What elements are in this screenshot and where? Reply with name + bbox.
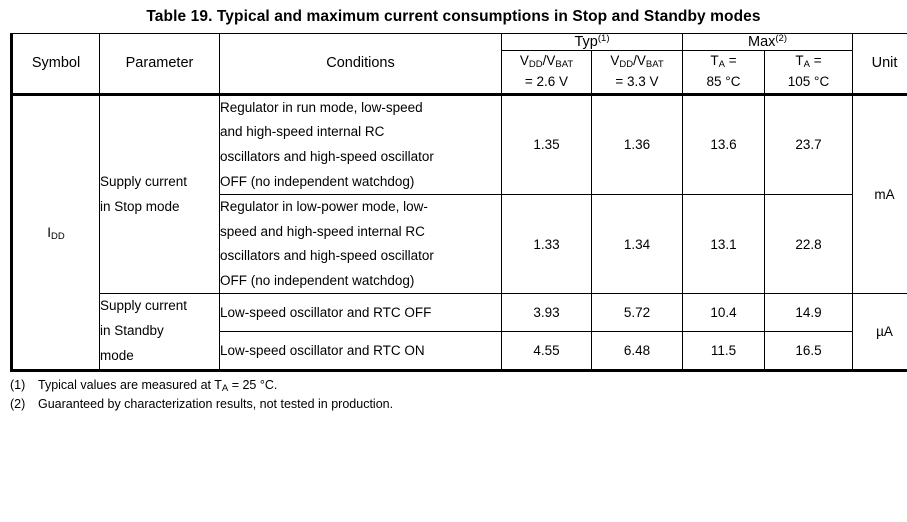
value-max-85: 10.4 <box>683 294 765 332</box>
value-typ-33: 5.72 <box>592 294 683 332</box>
conditions-rtc-off: Low-speed oscillator and RTC OFF <box>220 294 502 332</box>
header-conditions: Conditions <box>220 34 502 95</box>
header-max-85-line1: $T_A$ = <box>683 51 765 72</box>
value-max-85: 13.6 <box>683 94 765 194</box>
table-row <box>12 294 907 332</box>
value-typ-33: 6.48 <box>592 332 683 371</box>
header-typ-26-line2: = 2.6 V <box>502 72 592 94</box>
table-row <box>12 94 907 194</box>
value-max-85: 13.1 <box>683 195 765 294</box>
header-unit: Unit <box>853 34 907 95</box>
parameter-standby-mode: Supply current in Standby mode <box>100 294 220 371</box>
table-header-row-groups <box>12 34 907 51</box>
value-max-105: 16.5 <box>765 332 853 371</box>
header-symbol: Symbol <box>12 34 100 95</box>
header-typ-33-line2: = 3.3 V <box>592 72 683 94</box>
footnote-1 <box>10 376 907 395</box>
footnotes <box>10 376 907 414</box>
value-typ-26: 1.33 <box>502 195 592 294</box>
value-typ-33: 1.34 <box>592 195 683 294</box>
header-typ-group: Typ$^{(1)}$ <box>502 34 683 51</box>
value-typ-33: 1.36 <box>592 94 683 194</box>
footnote-2 <box>10 395 907 414</box>
spec-table <box>10 33 907 372</box>
header-max-group: Max$^{(2)}$ <box>683 34 853 51</box>
footnote-2-text-a: Guaranteed by characterization results, not tested in production. <box>38 397 394 411</box>
footnote-1-text-b: = 25 °C. <box>228 378 278 393</box>
header-max-105-line1: $T_A$ = <box>765 51 853 72</box>
conditions-rtc-on: Low-speed oscillator and RTC ON <box>220 332 502 371</box>
header-typ-26-line1: $V_{DD}/V_{BAT}$ <box>502 51 592 72</box>
conditions-run-mode: Regulator in run mode, low-speed and high-speed internal RC oscillators and high-speed oscillator OFF (no independent watchdog) <box>220 94 502 194</box>
parameter-stop-mode: Supply current in Stop mode <box>100 94 220 294</box>
page-title: Table 19. Typical and maximum current consumptions in Stop and Standby modes <box>146 8 761 25</box>
header-max-105-line2: 105 °C <box>765 72 853 94</box>
footnote-1-number: (1) <box>10 378 26 393</box>
value-typ-26: 3.93 <box>502 294 592 332</box>
footnote-ref-2: (2) <box>775 33 788 44</box>
value-max-105: 23.7 <box>765 94 853 194</box>
value-typ-26: 4.55 <box>502 332 592 371</box>
footnote-2-number: (2) <box>10 397 26 411</box>
value-max-85: 11.5 <box>683 332 765 371</box>
footnote-ref-1: (1) <box>597 33 610 44</box>
unit-ua: µA <box>853 294 907 371</box>
header-max-85-line2: 85 °C <box>683 72 765 94</box>
value-typ-26: 1.35 <box>502 94 592 194</box>
footnote-1-text-a: Typical values are measured at T <box>38 378 222 393</box>
header-parameter: Parameter <box>100 34 220 95</box>
symbol-idd: $I_{DD}$ <box>12 94 100 370</box>
conditions-low-power-mode: Regulator in low-power mode, low- speed and high-speed internal RC oscillators and high-speed oscillator OFF (no independent watchdog) <box>220 195 502 294</box>
unit-ma: mA <box>853 94 907 294</box>
footnote-1-sub: A <box>221 383 229 395</box>
value-max-105: 22.8 <box>765 195 853 294</box>
value-max-105: 14.9 <box>765 294 853 332</box>
header-typ-33-line1: $V_{DD}/V_{BAT}$ <box>592 51 683 72</box>
